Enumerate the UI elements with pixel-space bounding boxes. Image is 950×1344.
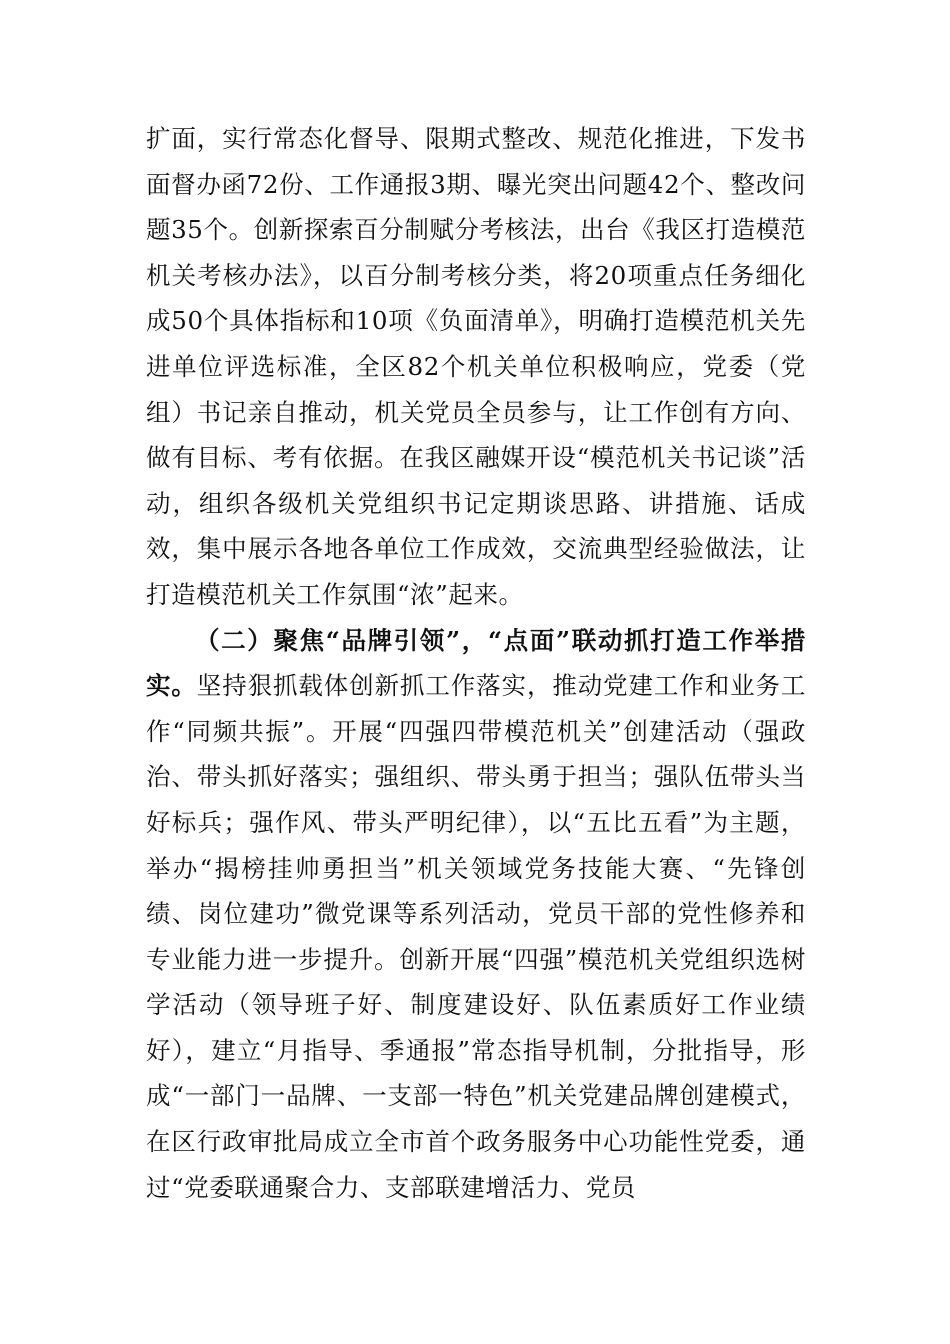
paragraph-section-two: [146, 618, 806, 1211]
section-heading: （二）聚焦“品牌引领”，“点面”联动抓打造工作举措实。: [146, 625, 806, 701]
paragraph-continuation: [146, 116, 806, 618]
paragraph-2-text: 坚持狠抓载体创新抓工作落实，推动党建工作和业务工作“同频共振”。开展“四强四带模范机关”创建活动（强政治、带头抓好落实；强组织、带头勇于担当；强队伍带头当好标兵；强作风、带头严明纪律），以“五比五看”为主题，举办“揭榜挂帅勇担当”机关领域党务技能大赛、“先锋创绩、岗位建功”微党课等系列活动，党员干部的党性修养和专业能力进一步提升。创新开展“四强”模范机关党组织选树学活动（领导班子好、制度建设好、队伍素质好工作业绩好），建立“月指导、季通报”常态指导机制，分批指导，形成“一部门一品牌、一支部一特色”机关党建品牌创建模式，在区行政审批局成立全市首个政务服务中心功能性党委，通过“党委联通聚合力、支部联建增活力、党员: [146, 671, 806, 1202]
document-body: [146, 116, 806, 1210]
paragraph-1-text: 扩面，实行常态化督导、限期式整改、规范化推进，下发书面督办函72份、工作通报3期、曝光突出问题42个、整改问题35个。创新探索百分制赋分考核法，出台《我区打造模范机关考核办法》，以百分制考核分类，将20项重点任务细化成50个具体指标和10项《负面清单》，明确打造模范机关先进单位评选标准，全区82个机关单位积极响应，党委（党组）书记亲自推动，机关党员全员参与，让工作创有方向、做有目标、考有依据。在我区融媒开设“模范机关书记谈”活动，组织各级机关党组织书记定期谈思路、讲措施、话成效，集中展示各地各单位工作成效，交流典型经验做法，让打造模范机关工作氛围“浓”起来。: [146, 124, 806, 609]
